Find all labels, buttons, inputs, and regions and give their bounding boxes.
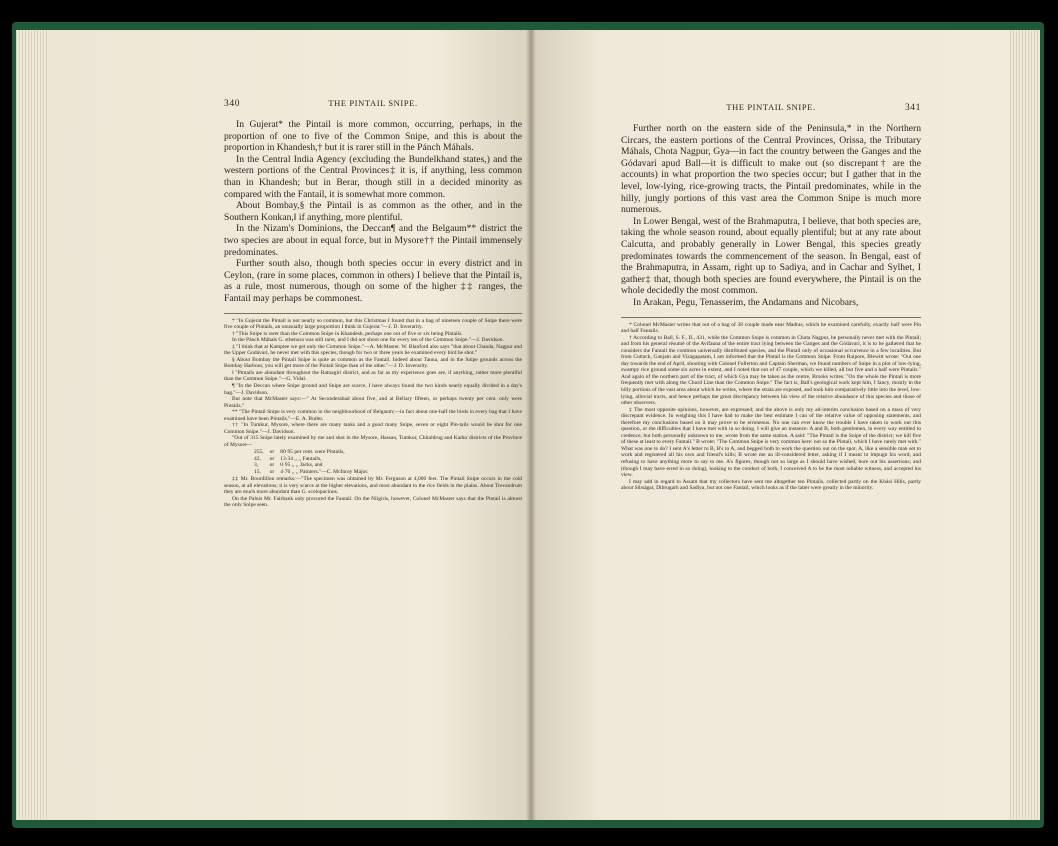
- table-cell: 4·76 ,, ,, Painters."—C. McInroy Major.: [280, 468, 369, 475]
- running-head-right: [621, 102, 921, 113]
- page-number-left: 340: [224, 99, 241, 109]
- table-row: [254, 469, 374, 475]
- paragraph: In the Central India Agency (excluding the Bundelkhand states,) and the western portions of the Central Provinces‡ it is, if anything, less common than in Khandesh; but in Berar, though still in a decided minority as compared with the Fantail, it is somewhat more common.: [224, 153, 522, 200]
- footnote: ‡ The most opposite opinions, however, are expressed; and the above is only my ad-interim conclusion based on a mass of very discrepant evidence. In weighing this I have had to make the best estimate I can of the relative value of opposing statements, and therefore my conclusions based on it may prove to be erroneous. No one can ever know the trouble I have taken to work out this question, or the difficulties that I have met with in so doing. I will give an instance: A and B, both gentlemen, in every way entitled to credence, but both personally unknown to me, wrote from the same station. A said: "The Pintail is the Snipe of the district; we kill five of these at least to every Fantail." B wrote: "The Common Snipe is very common here: not so the Pintail, which I have rarely met with." What was one to do? I sent A's letter to B, B's to A, and begged both to work the question out on the spot. A, like a sensible man set to work and registered all his own and friend's kills; B wrote me an ill-considered letter, asking if I meant to impugn his word, and refusing to have anything more to say to me. A's figures, though not so large as I should have wished, bore out his assertions; and (though I may have erred in so doing), looking to the conduct of both, I conceived A to be the most reliable witness, and accepted his view.: [621, 406, 921, 479]
- right-page-content: [621, 102, 921, 492]
- footnote: "Out of 315 Snipe lately examined by me and shot in the Mysore, Hassan, Tumkur, Chitaldrug and Kadur districts of the Province of Mysore—: [224, 435, 522, 448]
- footnotes-left: [224, 313, 522, 509]
- footnote: ** "The Pintail Snipe is very common in the neighbourhood of Belgaum;—in fact about one-half the birds in every bag that I have examined have been Pintails."—E. A. Butler.: [224, 409, 522, 422]
- footnote: I may add in regard to Assam that my collectors have sent me altogether ten Pintails, collected partly on the Khási Hills, partly about Sibságar, Dibrugarh and Sadiya, but not one Fantail, which looks as if the latter were greatly in the minority.: [621, 478, 921, 492]
- snipe-count-table: [254, 449, 374, 475]
- footnote: On the Palnis Mr. Fairbank only procured the Fantail. On the Nilgiris, however, Colonel McMaster says that the Pintail is almost the only Snipe seen.: [224, 495, 522, 509]
- paragraph: In the Nizam's Dominions, the Deccan¶ and the Belgaum** district the two species are about in equal force, but in Mysore†† the Pintail immensely predominates.: [224, 223, 522, 258]
- running-head-left: [224, 98, 522, 109]
- paragraph: About Bombay,§ the Pintail is as common as the other, and in the Southern Konkan,‖ if anything, more plentiful.: [224, 200, 522, 223]
- footnote: † According to Ball, S. F., II., 431, while the Common Snipe is common in Chota Nagpur, he personally never met with the Pintail; and from his general résumé of the Avifauna of the entire tract lying between the Ganges and the Gódavari, it is to be gathered that he considers the Fantail the common universally distributed species, and the Pintail only of occasional occurrence in a few localities. But from Cuttack, Ganjam and Vizagapatam, I am informed that the Pintail is the Common Snipe. From Raipore, Blewitt wrote: "Out one day towards the end of April, shooting with Colonel Fullerton and Captain Sherman, we found numbers of Snipe in a plot of low-lying, swampy rice ground some six acres in extent, and I noted that out of 47 couple, which we killed, all but five and a half were Pintails." And again of the northern part of the tract, of which Gya may be taken as the centre, Brooks writes: "On the whole the Pintail is more frequently met with along the Chord Line than the Common Snipe." The fact is, Ball's geological work kept him, I fancy, mostly in the hilly portions of the vast area about which he writes, where the strata are exposed, and took him comparatively little into the level, low-lying, alluvial tracts, and hence perhaps the great discrepancy between his view of the relative abundance of this species and those of other observers.: [621, 334, 921, 407]
- body-text-right: [621, 123, 921, 309]
- table-cell: 3,: [254, 462, 259, 469]
- footnotes-right: [621, 317, 921, 492]
- table-cell: or: [269, 449, 275, 456]
- footnote: †† "In Tumkur, Mysore, where there are many tanks and a good many Snipe, seven or eight Pin-tails would be shot for one Common Snipe."—J. Davidson.: [224, 422, 522, 435]
- footnote: But note that McMaster says:—" At Secunderabad about five, and at Bellary fifteen, or perhaps twenty per cent. only were Pintails.": [224, 396, 522, 409]
- footnote: ‖ "Pintails are abundant throughout the Ratnagiri district, and as far as my experience goes are, if anything, rather more plentiful than the Common Snipe."—G. Vidal.: [224, 369, 522, 383]
- table-cell: 13·34 ,, ,, Fantails,: [280, 455, 322, 462]
- footnote: ‡ "I think that at Kamptee we get only the Common Snipe."—A. McMaster. W. Blanford also says "that about Chanda, Nagpur and the Upper Godávari, he never met with this species, though for two or three years he examined every bird he shot.": [224, 343, 522, 357]
- table-cell: 0·95 ,, ,, Jacks, and: [280, 462, 323, 469]
- table-cell: 255,: [254, 449, 264, 456]
- footnote: ‡‡ Mr. Bourdillon remarks:—"The specimen was obtained by Mr. Ferguson at 4,000 feet. The Pintail Snipe occurs in the cold season, at all elevations; it is very scarce at the higher elevations, and most abundant in the rice fields in the plains. About Trevandrum they are much more abundant than G. scolopacinus.: [224, 476, 522, 496]
- page-edges-right: [1010, 30, 1040, 820]
- paragraph: Further south also, though both species occur in every district and in Ceylon, (rare in some places, common in others) I believe that the Pintail is, as a rule, most numerous, though on some of the higher ‡‡ ranges, the Fantail may perhaps be commonest.: [224, 258, 522, 304]
- paragraph: In Lower Bengal, west of the Brahmaputra, I believe, that both species are, taking the whole season round, about equally plentiful; but at any rate about Calcutta, and probably generally in Lower Bengal, this species greatly predominates towards the commencement of the season. In Bengal, east of the Brahmaputra, in Assam, right up to Sadiya, and in Cachar and Sylhet, I gather‡ that, though both species are found everywhere, the Pintail is on the whole decidedly the most common.: [621, 215, 921, 297]
- book-gutter: [526, 30, 536, 820]
- running-title-right: THE PINTAIL SNIPE.: [726, 102, 816, 112]
- table-cell: 15,: [254, 468, 261, 475]
- left-page: [48, 30, 531, 820]
- footnote: * "In Gujerat the Pintail is not nearly so common, but this Christmas I found that in a bag of nineteen couple of Snipe there were five couple of Pintails, an unusually large proportion I think in Gujerat."—J. D. Inverarity.: [224, 317, 522, 331]
- table-cell: or: [269, 462, 275, 469]
- paragraph: In Arakan, Pegu, Tenasserim, the Andamans and Nicobars,: [633, 296, 859, 308]
- running-title-left: THE PINTAIL SNIPE.: [328, 98, 418, 108]
- paragraph: Further north on the eastern side of the Peninsula,* in the Northern Circars, the eastern portions of the Central Provinces, Orissa, the Tributary Máhals, Chota Nagpur, Gya—in fact the country between the Ganges and the Gódavari apud Ball—it is difficult to make out (so discrepant† are the accounts) in what proportion the two species occur; but I gather that in the level, low-lying, rice-growing tracts, the Pintail predominates, while in the hilly, jungly portions of this vast area the Common Snipe is much more numerous.: [621, 123, 921, 216]
- table-cell: 42,: [254, 455, 261, 462]
- paragraph: In Gujerat* the Pintail is more common, occurring, perhaps, in the proportion of one to five of the Common Snipe, and this is about the proportion in Khandesh,† but it is rarer still in the Pánch Máhals.: [224, 119, 522, 154]
- table-cell: or: [269, 468, 275, 475]
- right-page: [531, 30, 1010, 820]
- page-edges-left: [16, 30, 48, 820]
- left-page-content: [224, 98, 522, 509]
- table-cell: 80·95 per cent. were Pintails,: [280, 449, 345, 456]
- body-text-left: [224, 119, 522, 305]
- footnote: In the Pánch Máhals G. sthenura was still rarer, and I did not shoot one for every ten of the Common Snipe."—J. Davidson.: [232, 337, 504, 344]
- footnote: * Colonel McMaster writes that out of a bag of 38 couple made near Madras, which he examined carefully, exactly half were Pin and half Fantails.: [621, 321, 921, 335]
- footnote: † "This Snipe is rarer than the Common Snipe in Khandesh, perhaps one out of five or six being Pintails.: [232, 330, 463, 337]
- page-number-right: 341: [904, 103, 921, 113]
- footnote: ¶ "In the Deccan where Snipe ground and Snipe are scarce, I have always found the two kinds nearly equally divided in a day's bag."—J. Davidson.: [224, 382, 522, 396]
- footnote: § About Bombay the Pintail Snipe is quite as common as the Fantail. Indeed about Tanna, and in the Snipe grounds across the Bombay Harbour, you will get more of the Pintail Snipe than of the other."—J. D. Inverarity.: [224, 356, 522, 370]
- table-cell: or: [269, 455, 275, 462]
